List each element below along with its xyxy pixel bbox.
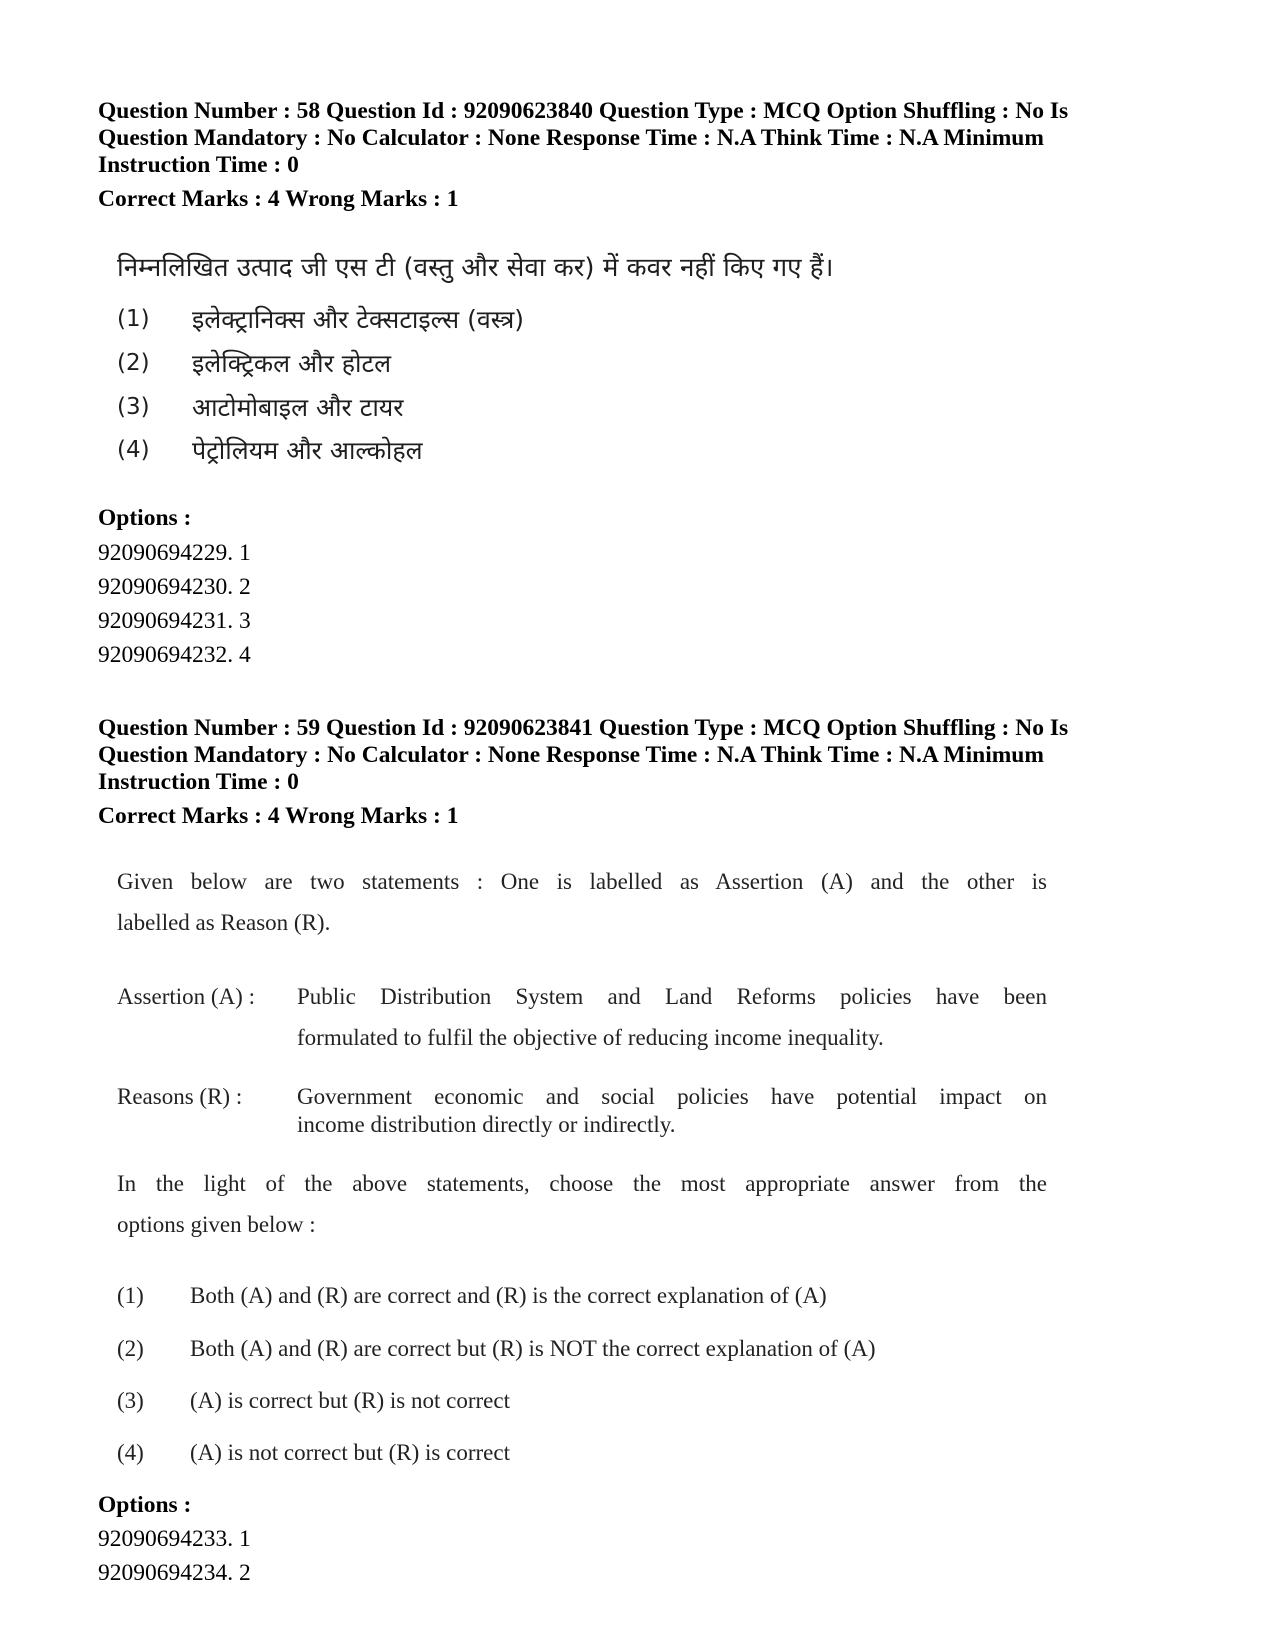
q58-meta-line-2: Question Mandatory : No Calculator : None Response Time : N.A Think Time : N.A Minimum xyxy=(98,125,1044,151)
q59-choice-num: (4) xyxy=(117,1440,144,1465)
q58-option: 92090694232. 4 xyxy=(98,642,251,668)
q59-assertion-label: Assertion (A) : xyxy=(117,984,255,1009)
q59-option: 92090694234. 2 xyxy=(98,1560,251,1586)
q58-meta-line-1: Question Number : 58 Question Id : 92090623840 Question Type : MCQ Option Shuffling : No Is xyxy=(98,98,1069,124)
q59-assertion-line-1: Public Distribution System and Land Reforms policies have been xyxy=(297,984,1047,1009)
q59-option: 92090694233. 1 xyxy=(98,1526,251,1552)
q58-marks: Correct Marks : 4 Wrong Marks : 1 xyxy=(98,186,459,212)
q59-reason-label: Reasons (R) : xyxy=(117,1084,243,1109)
q59-instruction-line-2: options given below : xyxy=(117,1212,316,1237)
q59-reason-line-2: income distribution directly or indirectly. xyxy=(297,1112,676,1137)
q58-choice-num: (4) xyxy=(117,437,150,463)
q59-choice-num: (1) xyxy=(117,1283,144,1308)
q58-choice-num: (1) xyxy=(117,306,150,332)
q59-meta-line-3: Instruction Time : 0 xyxy=(98,769,299,795)
q58-option: 92090694231. 3 xyxy=(98,608,251,634)
q58-option: 92090694229. 1 xyxy=(98,540,251,566)
q59-reason-line-1: Government economic and social policies have potential impact on xyxy=(297,1084,1047,1109)
q59-choice-text: (A) is not correct but (R) is correct xyxy=(190,1440,510,1465)
q59-meta-line-1: Question Number : 59 Question Id : 92090623841 Question Type : MCQ Option Shuffling : No Is xyxy=(98,715,1069,741)
q59-choice-text: (A) is correct but (R) is not correct xyxy=(190,1388,510,1413)
q58-choice-text: पेट्रोलियम और आल्कोहल xyxy=(192,436,423,465)
q58-choice-text: आटोमोबाइल और टायर xyxy=(192,393,404,422)
q59-options-heading: Options : xyxy=(98,1492,192,1518)
q58-choice-num: (3) xyxy=(117,394,150,420)
q58-choice-text: इलेक्ट्रिकल और होटल xyxy=(192,349,392,378)
q58-options-heading: Options : xyxy=(98,505,192,531)
q58-choice-num: (2) xyxy=(117,350,150,376)
q58-option: 92090694230. 2 xyxy=(98,574,251,600)
q59-instruction-line-1: In the light of the above statements, choose the most appropriate answer from the xyxy=(117,1171,1047,1196)
q58-question-text: निम्नलिखित उत्पाद जी एस टी (वस्तु और सेवा कर) में कवर नहीं किए गए हैं। xyxy=(117,253,834,283)
q59-choice-num: (2) xyxy=(117,1336,144,1361)
q59-intro-line-1: Given below are two statements : One is labelled as Assertion (A) and the other is xyxy=(117,869,1047,894)
q59-choice-num: (3) xyxy=(117,1388,144,1413)
q59-meta-line-2: Question Mandatory : No Calculator : None Response Time : N.A Think Time : N.A Minimum xyxy=(98,742,1044,768)
q58-choice-text: इलेक्ट्रानिक्स और टेक्सटाइल्स (वस्त्र) xyxy=(192,305,525,334)
q59-marks: Correct Marks : 4 Wrong Marks : 1 xyxy=(98,803,459,829)
q59-intro-line-2: labelled as Reason (R). xyxy=(117,910,331,935)
q58-meta-line-3: Instruction Time : 0 xyxy=(98,152,299,178)
q59-choice-text: Both (A) and (R) are correct and (R) is the correct explanation of (A) xyxy=(190,1283,827,1308)
q59-assertion-line-2: formulated to fulfil the objective of reducing income inequality. xyxy=(297,1025,884,1050)
q59-choice-text: Both (A) and (R) are correct but (R) is NOT the correct explanation of (A) xyxy=(190,1336,876,1361)
